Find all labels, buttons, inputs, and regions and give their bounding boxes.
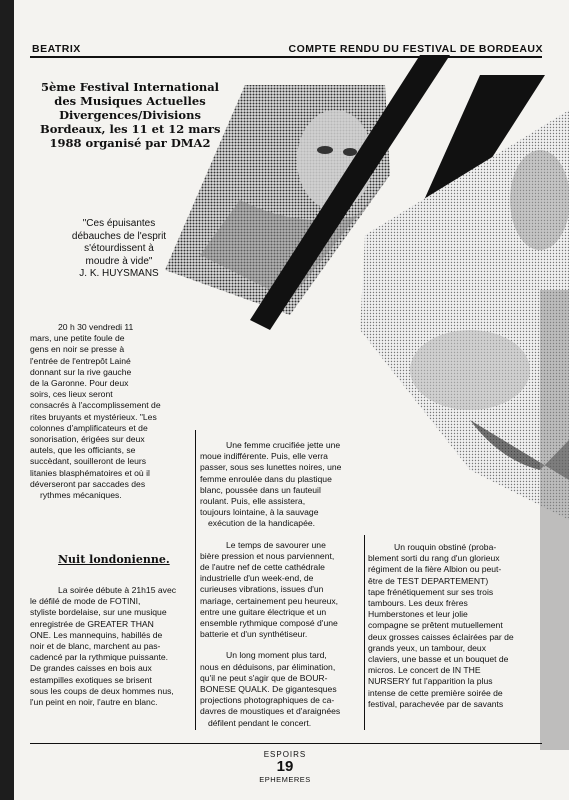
text-line: exécution de la handicapée.	[208, 518, 316, 529]
text-line: micros. Le concert de IN THE	[368, 665, 481, 676]
column-3	[368, 542, 548, 710]
footer-bottom: EPHEMERES	[259, 775, 311, 784]
title-line: Bordeaux, les 11 et 12 mars	[40, 122, 221, 136]
text-line: festival, parachevée par de savants	[368, 698, 504, 709]
text-line: tape frénétiquement sur ses trois	[368, 586, 494, 597]
text-line: ensemble rythmique composé d'une	[200, 618, 338, 629]
text-line: mars, une petite foule de	[30, 333, 125, 344]
paragraph	[200, 540, 360, 641]
column-divider-2	[364, 535, 365, 730]
text-line: batterie et d'un synthétiseur.	[200, 629, 308, 640]
text-line: bière pression et nous parviennent,	[200, 550, 335, 561]
text-line: projections photographiques de ca-	[200, 695, 335, 706]
text-line: Un long moment plus tard,	[226, 650, 327, 661]
paragraph	[200, 650, 360, 728]
text-line: être de TEST DEPARTEMENT)	[368, 575, 489, 586]
text-line: soirs, ces lieux seront	[30, 389, 113, 400]
text-line: Le temps de savourer une	[226, 539, 326, 550]
text-line: déverseront par saccades des	[30, 478, 146, 489]
text-line: compagne se prêtent mutuellement	[368, 620, 503, 631]
text-line: styliste bordelaise, sur une musique	[30, 607, 167, 618]
article-title	[40, 80, 220, 150]
text-line: Humberstones et leur jolie	[368, 609, 468, 620]
header-right: COMPTE RENDU DU FESTIVAL DE BORDEAUX	[288, 43, 543, 55]
text-line: intense de cette première soirée de	[368, 687, 503, 698]
text-line: claviers, une basse et un bouquet de	[368, 654, 509, 665]
header-left: BEATRIX	[32, 43, 81, 55]
section-heading: Nuit londonienne.	[58, 553, 170, 566]
text-line: l'entrée de l'entrepôt Lainé	[30, 355, 131, 366]
header-rule	[30, 56, 542, 58]
text-line: estampilles exotiques se brisent	[30, 674, 152, 685]
text-line: ONE. Les mannequins, habillés de	[30, 629, 163, 640]
text-line: NURSERY fut l'apparition la plus	[368, 676, 493, 687]
paragraph	[200, 440, 360, 530]
title-line: 5ème Festival International	[40, 80, 220, 94]
quote-line: "Ces épuisantes	[82, 218, 156, 229]
text-line: deux grosses caisses éclairées par de	[368, 631, 514, 642]
text-line: De grandes caisses en bois aux	[30, 663, 152, 674]
text-line: moue indifférente. Puis, elle verra	[200, 451, 328, 462]
text-line: BONESE QUALK. De gigantesques	[200, 684, 337, 695]
text-line: industrielle d'un week-end, de	[200, 573, 314, 584]
text-line: blement sorti du rang d'un glorieux	[368, 553, 500, 564]
quote-line: moudre à vide"	[85, 255, 153, 267]
column-2	[200, 440, 360, 739]
text-line: succèdant, souilleront de leurs	[30, 456, 147, 467]
text-line: blanc, poussée dans un fauteuil	[200, 484, 321, 495]
quote-author: J. K. HUYSMANS	[79, 268, 159, 279]
text-line: entre une guitare électrique et un	[200, 606, 327, 617]
quote-line: s'étourdissent à	[84, 243, 154, 254]
text-line: sonorisation, érigées sur deux	[30, 434, 145, 445]
text-line: roulant. Puis, elle assistera,	[200, 496, 306, 507]
page-header	[26, 40, 547, 56]
text-line: régiment de la fière Albion ou peut-	[368, 564, 502, 575]
text-line: tambours. Les deux frères	[368, 598, 468, 609]
footer-rule	[30, 743, 542, 744]
text-line: mariage, certainement peu heureux,	[200, 595, 339, 606]
text-line: rites bruyants et mystérieux. "Les	[30, 411, 157, 422]
epigraph-quote	[44, 218, 194, 281]
text-line: autels, que les officiants, se	[30, 445, 136, 456]
text-line: cadencé par la rythmique puissante.	[30, 652, 169, 663]
text-line: gens en noir se presse à	[30, 344, 125, 355]
text-line: toujours lointaine, à la sauvage	[200, 507, 319, 518]
text-line: Un rouquin obstiné (proba-	[394, 542, 497, 552]
text-line: de la Garonne. Pour deux	[30, 378, 129, 389]
text-line: consacrés à l'accomplissement de	[30, 400, 161, 411]
title-line: 1988 organisé par DMA2	[49, 136, 211, 150]
text-line: qu'il ne peut s'agir que de BOUR-	[200, 672, 328, 683]
text-line: colonnes d'amplificateurs et de	[30, 422, 148, 433]
text-line: curieuses vibrations, issues d'un	[200, 584, 324, 595]
text-line: rythmes mécaniques.	[40, 490, 122, 501]
column-divider-1	[195, 430, 196, 730]
text-line: femme enroulée dans du plastique	[200, 473, 332, 484]
page-number: 19	[276, 758, 294, 775]
text-line: davres de moustiques et d'araignées	[200, 706, 341, 717]
text-line: grands yeux, un tambour, deux	[368, 642, 487, 653]
title-line: Divergences/Divisions	[59, 108, 201, 122]
quote-line: débauches de l'esprit	[71, 230, 167, 242]
text-line: sous les coups de deux hommes nus,	[30, 685, 174, 696]
page-footer	[200, 750, 370, 784]
text-line: nous en déduisons, par élimination,	[200, 661, 336, 672]
text-line: donnant sur la rive gauche	[30, 366, 132, 377]
text-line: Une femme crucifiée jette une	[226, 440, 341, 450]
text-line: litanies blasphématoires et où il	[30, 467, 150, 478]
text-line: passer, sous ses lunettes noires, une	[200, 462, 342, 473]
text-line: défilent pendant le concert.	[208, 717, 312, 728]
footer-top: ESPOIRS	[263, 750, 307, 759]
column-1-section	[30, 585, 195, 708]
text-line: La soirée débute à 21h15 avec	[58, 585, 177, 595]
text-line: 20 h 30 vendredi 11	[58, 322, 134, 332]
text-line: de l'autre nef de cette cathédrale	[200, 562, 325, 573]
text-line: noir et de blanc, marchent au pas-	[30, 641, 161, 652]
text-line: le défilé de mode de FOTINI,	[30, 596, 141, 607]
column-1-intro	[30, 322, 195, 501]
title-line: des Musiques Actuelles	[54, 94, 206, 108]
text-line: enregistrée de GREATER THAN	[30, 618, 154, 629]
text-line: l'un peint en noir, l'autre en blanc.	[30, 697, 158, 708]
